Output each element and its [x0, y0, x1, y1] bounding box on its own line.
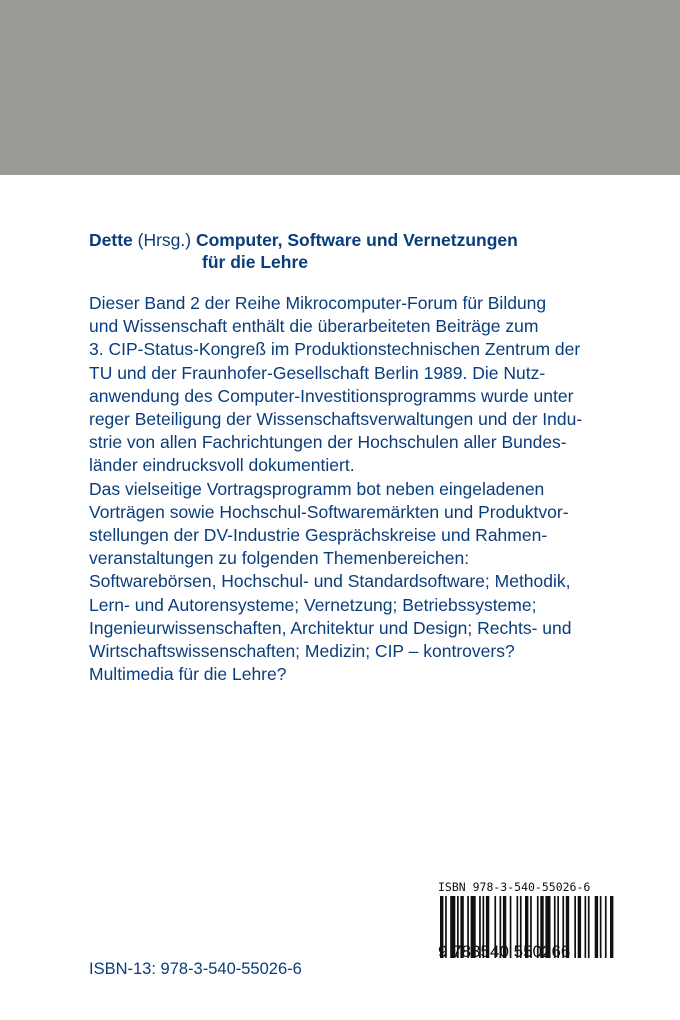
- isbn13-label: ISBN-13: 978-3-540-55026-6: [89, 960, 302, 978]
- blurb-line: TU und der Fraunhofer-Gesellschaft Berlin 1989. Die Nutz-: [89, 362, 546, 383]
- blurb-line: Lern- und Autorensysteme; Vernetzung; Betriebssysteme;: [89, 594, 537, 615]
- blurb-line: Multimedia für die Lehre?: [89, 664, 287, 685]
- blurb-line: Dieser Band 2 der Reihe Mikrocomputer-Forum für Bildung: [89, 293, 547, 313]
- book-title-line1: Computer, Software und Vernetzungen: [195, 230, 518, 250]
- isbn-barcode: [430, 880, 614, 978]
- blurb-line: reger Beteiligung der Wissenschaftsverwaltungen und der Indu-: [89, 409, 583, 430]
- blurb-text: [89, 292, 669, 686]
- blurb-line: veranstaltungen zu folgenden Themenbereichen:: [89, 548, 470, 569]
- blurb-line: länder eindrucksvoll dokumentiert.: [89, 455, 355, 476]
- blurb-line: und Wissenschaft enthält die überarbeiteten Beiträge zum: [89, 316, 539, 337]
- blurb-line: strie von allen Fachrichtungen der Hochschulen aller Bundes-: [89, 432, 567, 453]
- blurb-line: Ingenieurwissenschaften, Architektur und Design; Rechts- und: [89, 617, 572, 638]
- editor-role: (Hrsg.): [137, 230, 192, 250]
- blurb-line: Softwarebörsen, Hochschul- und Standardsoftware; Methodik,: [89, 571, 571, 592]
- blurb-line: 3. CIP-Status-Kongreß im Produktionstechnischen Zentrum der: [89, 339, 581, 360]
- blurb-line: stellungen der DV-Industrie Gesprächskreise und Rahmen-: [89, 525, 548, 546]
- blurb-line: Vorträgen sowie Hochschul-Softwaremärkten und Produktvor-: [89, 501, 569, 522]
- author-name: Dette: [89, 230, 133, 250]
- blurb-line: Wirtschaftswissenschaften; Medizin; CIP – kontrovers?: [89, 641, 515, 662]
- top-color-band: [0, 0, 680, 175]
- title-block: [89, 229, 649, 272]
- barcode-digits: 9 783540 550266: [438, 942, 571, 961]
- book-title-line2: für die Lehre: [202, 252, 308, 272]
- blurb-line: anwendung des Computer-Investitionsprogramms wurde unter: [89, 385, 574, 406]
- blurb-line: Das vielseitige Vortragsprogramm bot neben eingeladenen: [89, 478, 545, 499]
- barcode-top-text: ISBN 978-3-540-55026-6: [438, 880, 591, 894]
